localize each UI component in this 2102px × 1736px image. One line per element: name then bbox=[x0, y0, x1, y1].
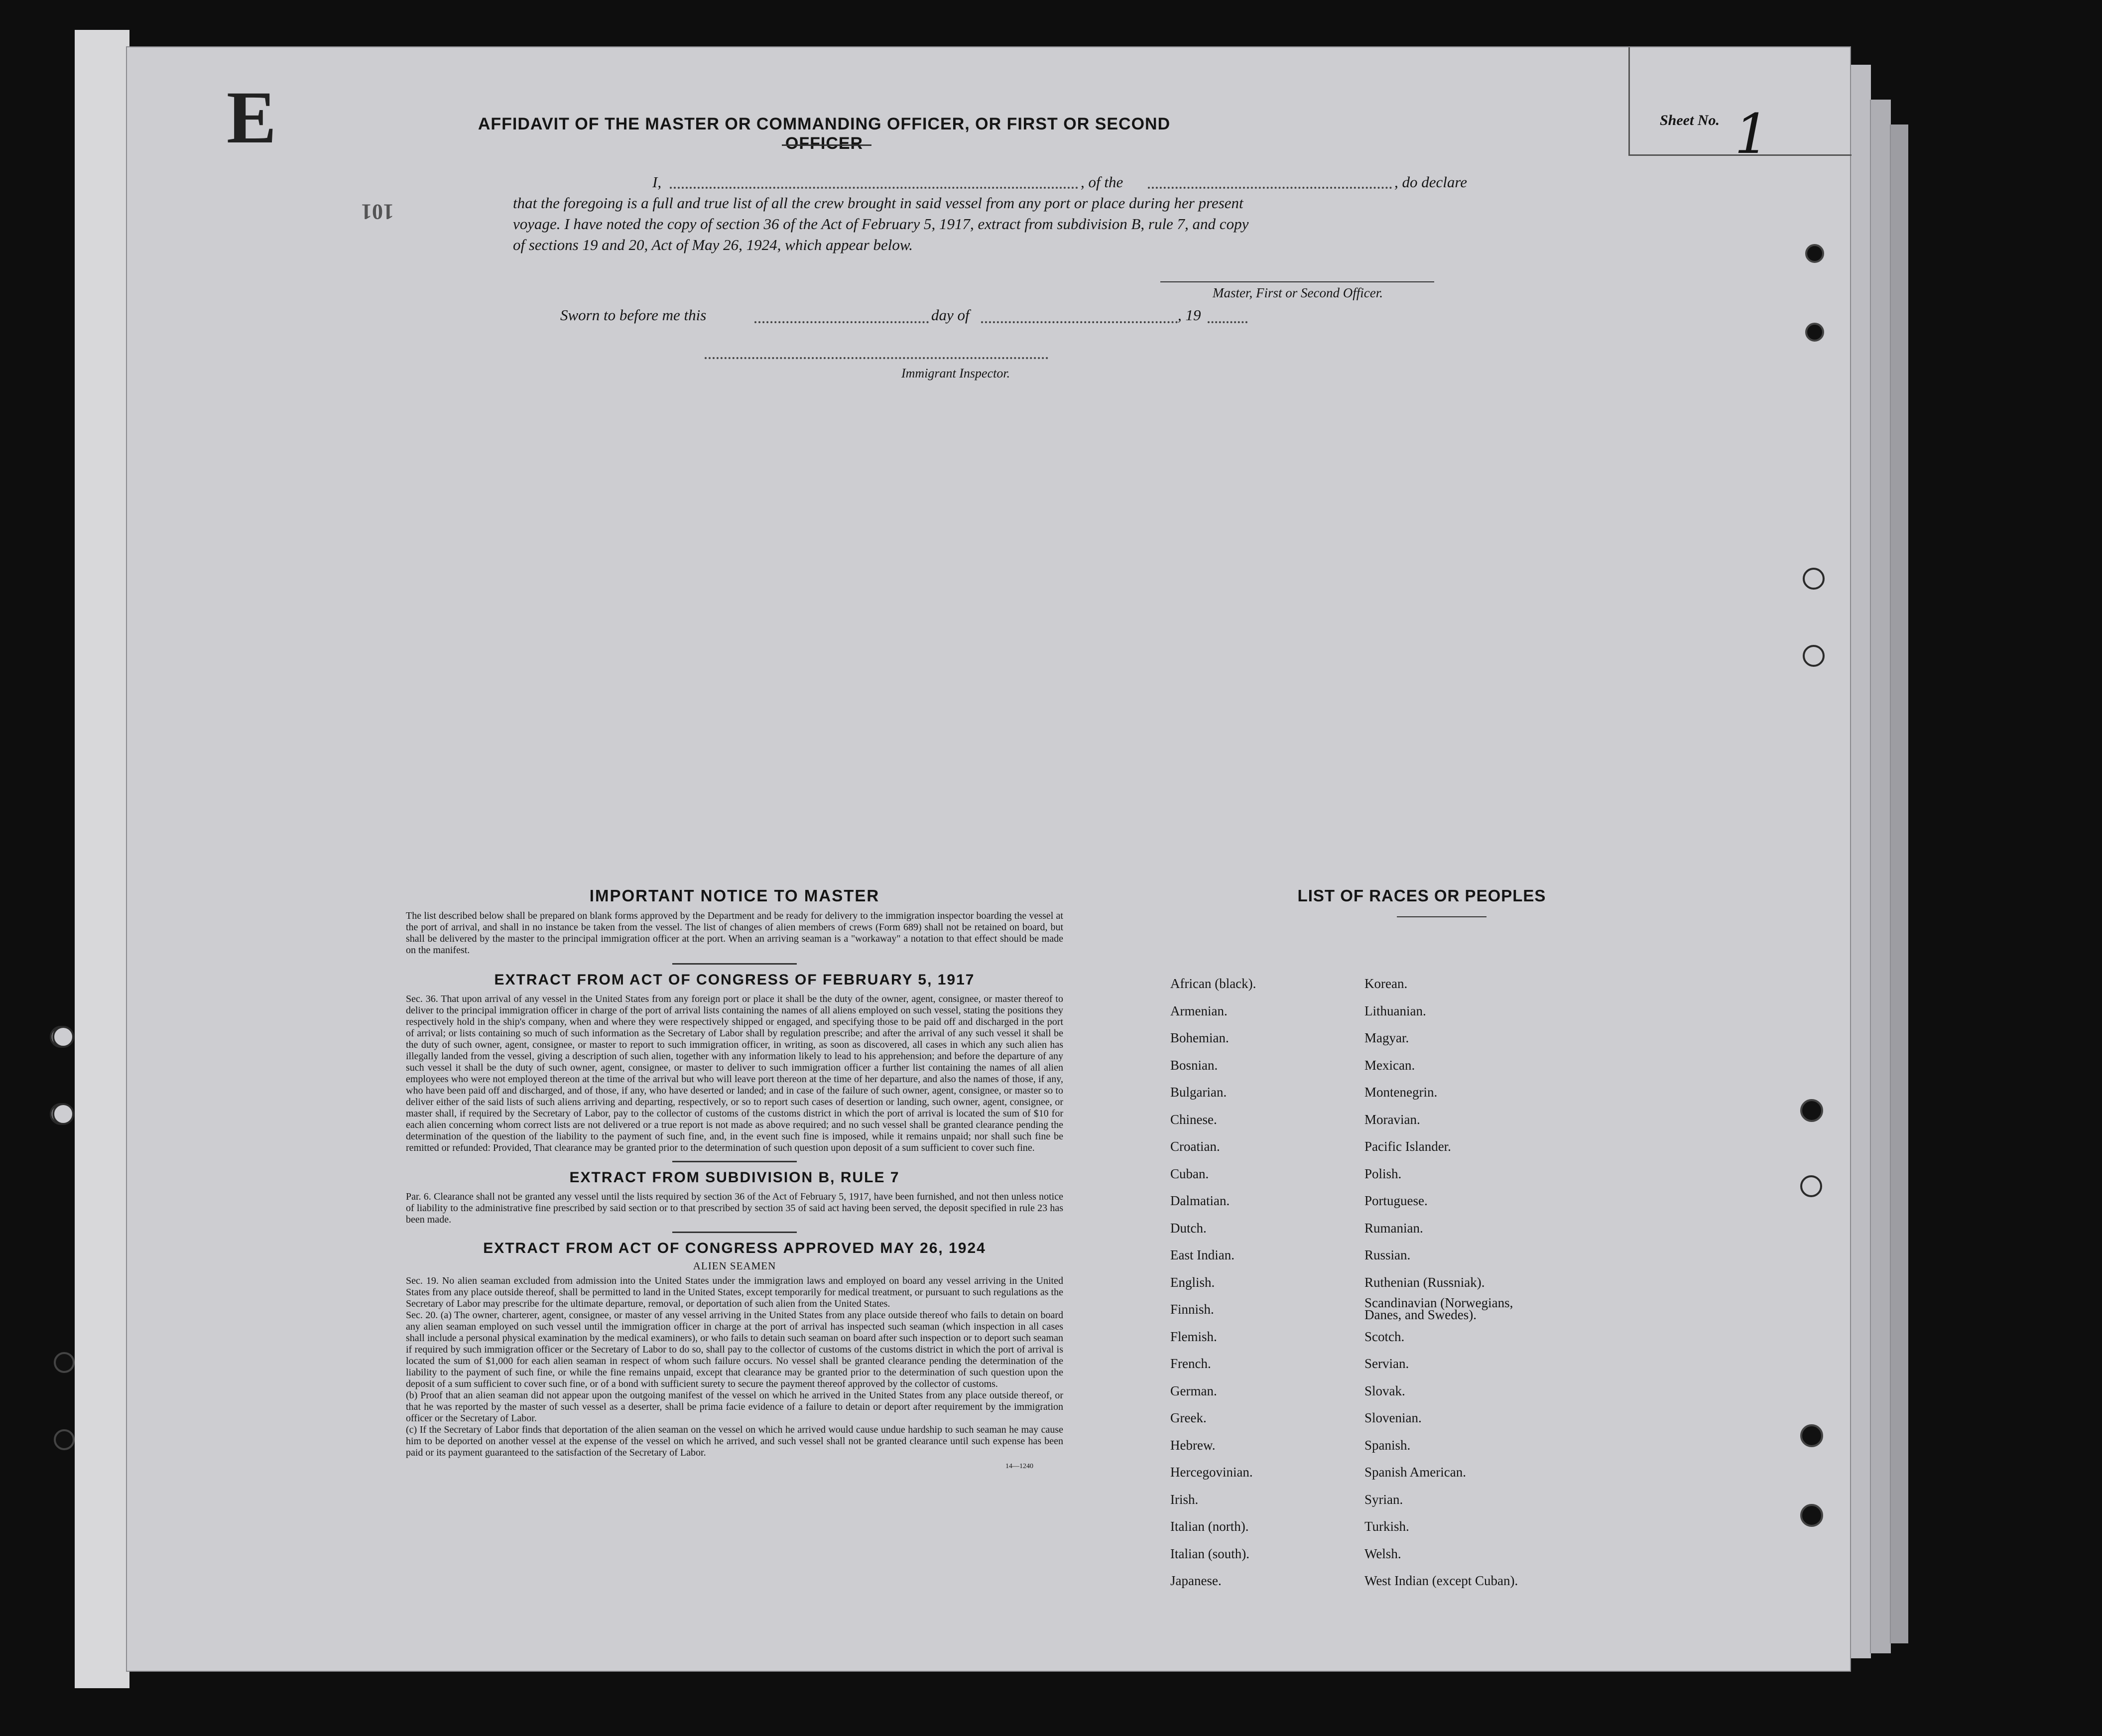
race-item: Bosnian. bbox=[1170, 1057, 1218, 1073]
race-item: Cuban. bbox=[1170, 1166, 1209, 1181]
sworn-line bbox=[560, 306, 1407, 329]
notice-section bbox=[406, 886, 1063, 1471]
notice-rule-3 bbox=[672, 1232, 797, 1233]
race-item: Pacific Islander. bbox=[1364, 1139, 1451, 1154]
race-item: Italian (north). bbox=[1170, 1519, 1249, 1534]
race-item: Turkish. bbox=[1364, 1519, 1409, 1534]
notice-title: IMPORTANT NOTICE TO MASTER bbox=[589, 886, 880, 905]
binder-hole bbox=[1803, 568, 1825, 590]
document-page bbox=[127, 47, 1850, 1671]
race-item: Syrian. bbox=[1364, 1491, 1403, 1507]
race-item: Dutch. bbox=[1170, 1220, 1207, 1236]
race-item: German. bbox=[1170, 1383, 1217, 1398]
affidavit-line-3: voyage. I have noted the copy of section 36 of the Act of February 5, 1917, extract from subdivision B, rule 7, and copy bbox=[513, 215, 1249, 233]
race-item: French. bbox=[1170, 1356, 1211, 1371]
background-page-right-edge-2 bbox=[1870, 100, 1891, 1653]
race-item: English. bbox=[1170, 1274, 1215, 1290]
sheet-number-value: 1 bbox=[1734, 102, 1769, 166]
extract-1924-title: EXTRACT FROM ACT OF CONGRESS APPROVED MAY 26, 1924 bbox=[483, 1240, 986, 1256]
extract-1917-body: Sec. 36. That upon arrival of any vessel in the United States from any foreign port or place it shall be the duty of the owner, agent, consignee, or master thereof to deliver to the principal immigration officer in charge of the port of arrival lists containing the names of all aliens employed on such vessel, stating the positions they respectively hold in the ship's company, when and where they were respectively shipped or engaged, and specifying those to be paid off and discharged in the port of arrival; or lists containing so much of such information as the Secretary of Labor shall by regulation prescribe; and after the arrival of any such vessel it shall be the duty of such owner, agent, consignee, or master to report to such immigration officer, in writing, as soon as discovered, all cases in which any such alien has illegally landed from the vessel, giving a description of such alien, together with any information likely to lead to his apprehension; and before the departure of any such vessel it shall be the duty of such owner, agent, consignee, or master to deliver to such immigration officer a further list containing the names of all alien employees who were not employed thereon at the time of the arrival but who will leave port thereon at the time of her departure, and also the names of those, if any, who have been paid off and discharged, and of those, if any, who have deserted or landed; and in case of the failure of such owner, agent, consignee, or master so to deliver either of the said lists of such aliens arriving and departing, respectively, or so to report such cases of desertion or landing, such owner, agent, consignee, or master shall, if required by the Secretary of Labor, pay to the collector of customs of the customs district in which the port of arrival is located the sum of $10 for each alien concerning whom correct lists are not delivered or a true report is not made as above required; and no such vessel shall be granted clearance pending the determination of the question of the liability to the payment of such fine, and, in the event such fine is imposed, while it remains unpaid; nor shall such fine be remitted or refunded: Provided, That clearance may be granted prior to the determination of such question upon deposit of a sum sufficient to cover such fine. bbox=[406, 993, 1063, 1153]
race-item: Russian. bbox=[1364, 1247, 1411, 1262]
affidavit-i-label: I, bbox=[652, 173, 662, 191]
race-item: Scandinavian (Norwegians, Danes, and Swedes). bbox=[1364, 1295, 1513, 1322]
races-title: LIST OF RACES OR PEOPLES bbox=[1297, 886, 1546, 905]
affidavit-line-4: of sections 19 and 20, Act of May 26, 1924, which appear below. bbox=[513, 236, 913, 253]
binder-hole bbox=[1800, 1424, 1823, 1447]
race-item: Scotch. bbox=[1364, 1329, 1405, 1344]
extract-1924-sec20: Sec. 20. (a) The owner, charterer, agent, consignee, or master of any vessel arriving in the United States from any place outside thereof who fails to detain on board any alien seaman employed on such vessel until the immigration officer in charge at the port of arrival has inspected such seaman (which inspection in all cases shall include a personal physical examination by the medical examiners), or who fails to detain such seaman on board after such inspection or to deport such seaman if required by such immigration officer or the Secretary of Labor to do so, shall pay to the collector of customs of the customs district in which the port of arrival is located the sum of $1,000 for each alien seaman in respect of whom such failure occurs. No vessel shall be granted clearance pending the determination of the liability to the payment of such fine, or while the fine remains unpaid, except that clearance may be granted prior to the determination of such question upon the deposit of a sum sufficient to cover such fine, or of a bond with sufficient surety to secure the payment thereof approved by the collector of customs. bbox=[406, 1310, 1063, 1389]
race-item: Armenian. bbox=[1170, 1003, 1228, 1018]
background-page-left-edge bbox=[75, 30, 129, 1688]
sheet-number-label: Sheet No. bbox=[1660, 112, 1720, 128]
race-item: Portuguese. bbox=[1364, 1193, 1428, 1208]
binder-hole bbox=[1805, 244, 1824, 263]
race-item: Finnish. bbox=[1170, 1302, 1214, 1317]
race-item: Servian. bbox=[1364, 1356, 1409, 1371]
race-item: Bohemian. bbox=[1170, 1030, 1229, 1045]
sworn-before-label: Sworn to before me this bbox=[560, 306, 707, 324]
race-item: Montenegrin. bbox=[1364, 1085, 1438, 1100]
race-item: West Indian (except Cuban). bbox=[1364, 1573, 1518, 1588]
race-item: Dalmatian. bbox=[1170, 1193, 1230, 1208]
sworn-month-field bbox=[981, 321, 1178, 323]
race-item: Hebrew. bbox=[1170, 1437, 1216, 1453]
affidavit-title-rule bbox=[782, 144, 871, 146]
affidavit-declare-label: , do declare bbox=[1394, 173, 1468, 191]
affidavit-line-2: that the foregoing is a full and true list of all the crew brought in said vessel from any port or place during her present bbox=[513, 194, 1243, 212]
extract-rule7-title: EXTRACT FROM SUBDIVISION B, RULE 7 bbox=[569, 1169, 900, 1186]
inspector-label: Immigrant Inspector. bbox=[901, 366, 1010, 380]
notice-rule-1 bbox=[672, 963, 797, 965]
sworn-day-field bbox=[754, 321, 929, 323]
race-item: Chinese. bbox=[1170, 1112, 1217, 1127]
race-item: Lithuanian. bbox=[1364, 1003, 1426, 1018]
race-item: Irish. bbox=[1170, 1491, 1199, 1507]
race-item: Polish. bbox=[1364, 1166, 1402, 1181]
binder-hole bbox=[1803, 645, 1825, 667]
binder-hole bbox=[1800, 1175, 1822, 1197]
sheet-number-box bbox=[1628, 47, 1852, 166]
extract-1924-sec19: Sec. 19. No alien seaman excluded from admission into the United States under the immigration laws and employed on board any vessel arriving in the United States from any place outside thereof, shall be permitted to land in the United States, except temporarily for medical treatment, or pursuant to such regulations as the Secretary of Labor may prescribe for the ultimate departure, removal, or deportation of such alien from the United States. bbox=[406, 1275, 1063, 1309]
race-item: Italian (south). bbox=[1170, 1546, 1249, 1561]
binder-hole-left bbox=[52, 1103, 74, 1125]
race-item: Mexican. bbox=[1364, 1057, 1415, 1073]
declarant-name-field bbox=[670, 187, 1078, 189]
race-item: Spanish. bbox=[1364, 1437, 1411, 1453]
extract-1924-para-c: (c) If the Secretary of Labor finds that deportation of the alien seaman on the vessel on which he arrived would cause undue hardship to such seaman he may cause him to be deported on another vessel at the expense of the vessel on which he arrived, and such vessel shall not be granted clearance until such expense has been paid or its payment guaranteed to the satisfaction of the Secretary of Labor. bbox=[406, 1424, 1063, 1458]
races-title-rule bbox=[1397, 916, 1486, 917]
binder-hole bbox=[1800, 1504, 1823, 1527]
extract-1924-subtitle: ALIEN SEAMEN bbox=[693, 1260, 776, 1272]
race-item: Welsh. bbox=[1364, 1546, 1401, 1561]
affidavit-declaration bbox=[513, 172, 1484, 255]
background-page-right-edge-1 bbox=[1850, 65, 1871, 1658]
vessel-name-field bbox=[1148, 187, 1392, 189]
sworn-year-field bbox=[1208, 321, 1247, 323]
race-item: Moravian. bbox=[1364, 1112, 1420, 1127]
extract-1924-para-b: (b) Proof that an alien seaman did not appear upon the outgoing manifest of the vessel on which he arrived in the United States from any place outside thereof, or that he was reported by the master of such vessel as a deserter, shall be prima facie evidence of a failure to detain or deport after requirement by the immigration officer or the Secretary of Labor. bbox=[406, 1390, 1063, 1424]
margin-mark-top-left: E bbox=[227, 76, 277, 159]
race-item: Greek. bbox=[1170, 1410, 1207, 1425]
affidavit-of-the-label: , of the bbox=[1081, 173, 1123, 191]
race-item: Spanish American. bbox=[1364, 1465, 1466, 1480]
race-item: Flemish. bbox=[1170, 1329, 1217, 1344]
extract-1917-title: EXTRACT FROM ACT OF CONGRESS OF FEBRUARY 5, 1917 bbox=[494, 972, 975, 988]
affidavit-title: AFFIDAVIT OF THE MASTER OR COMMANDING OFFICER, OR FIRST OR SECOND OFFICER bbox=[478, 115, 1171, 153]
race-item: African (black). bbox=[1170, 976, 1256, 991]
master-signature-label: Master, First or Second Officer. bbox=[1213, 285, 1383, 300]
master-signature-line bbox=[1160, 281, 1434, 282]
race-item: Hercegovinian. bbox=[1170, 1465, 1253, 1480]
binder-hole-left bbox=[54, 1429, 75, 1450]
margin-mark-number: 101 bbox=[361, 200, 394, 224]
race-item: Magyar. bbox=[1364, 1030, 1409, 1045]
race-item: Croatian. bbox=[1170, 1139, 1220, 1154]
race-item: East Indian. bbox=[1170, 1247, 1235, 1262]
notice-body: The list described below shall be prepared on blank forms approved by the Department and be ready for delivery to the immigration inspector boarding the vessel at the port of arrival, and shall in no instance be taken from the vessel. The list of changes of alien members of crews (Form 689) shall not be retained on board, but shall be delivered by the master to the principal immigration officer at the port. When an arriving seaman is a "workaway" a notation to that effect should be made on the manifest. bbox=[406, 910, 1063, 956]
race-item: Slovak. bbox=[1364, 1383, 1405, 1398]
race-item: Slovenian. bbox=[1364, 1410, 1422, 1425]
extract-rule7-body: Par. 6. Clearance shall not be granted any vessel until the lists required by section 36 of the Act of February 5, 1917, have been furnished, and not then unless notice of liability to the administrative fine prescribed by said section or to that prescribed by section 35 of said act having been served, the deposit specified in rule 23 has been made. bbox=[406, 1191, 1063, 1225]
binder-hole-left bbox=[54, 1352, 75, 1373]
inspector-signature-line bbox=[705, 357, 1048, 359]
race-item: Ruthenian (Russniak). bbox=[1364, 1274, 1485, 1290]
form-number: 14—1240 bbox=[1005, 1463, 1033, 1470]
background-page-right-edge-3 bbox=[1890, 124, 1908, 1643]
race-item: Bulgarian. bbox=[1170, 1085, 1227, 1100]
binder-hole bbox=[1805, 323, 1824, 342]
notice-rule-2 bbox=[672, 1161, 797, 1162]
binder-hole-left bbox=[52, 1026, 74, 1048]
day-of-label: day of bbox=[931, 306, 970, 324]
race-item: Japanese. bbox=[1170, 1573, 1222, 1588]
race-item: Rumanian. bbox=[1364, 1220, 1423, 1236]
binder-hole bbox=[1800, 1099, 1823, 1122]
year-prefix-label: , 19 bbox=[1178, 306, 1201, 324]
race-item: Korean. bbox=[1364, 976, 1408, 991]
